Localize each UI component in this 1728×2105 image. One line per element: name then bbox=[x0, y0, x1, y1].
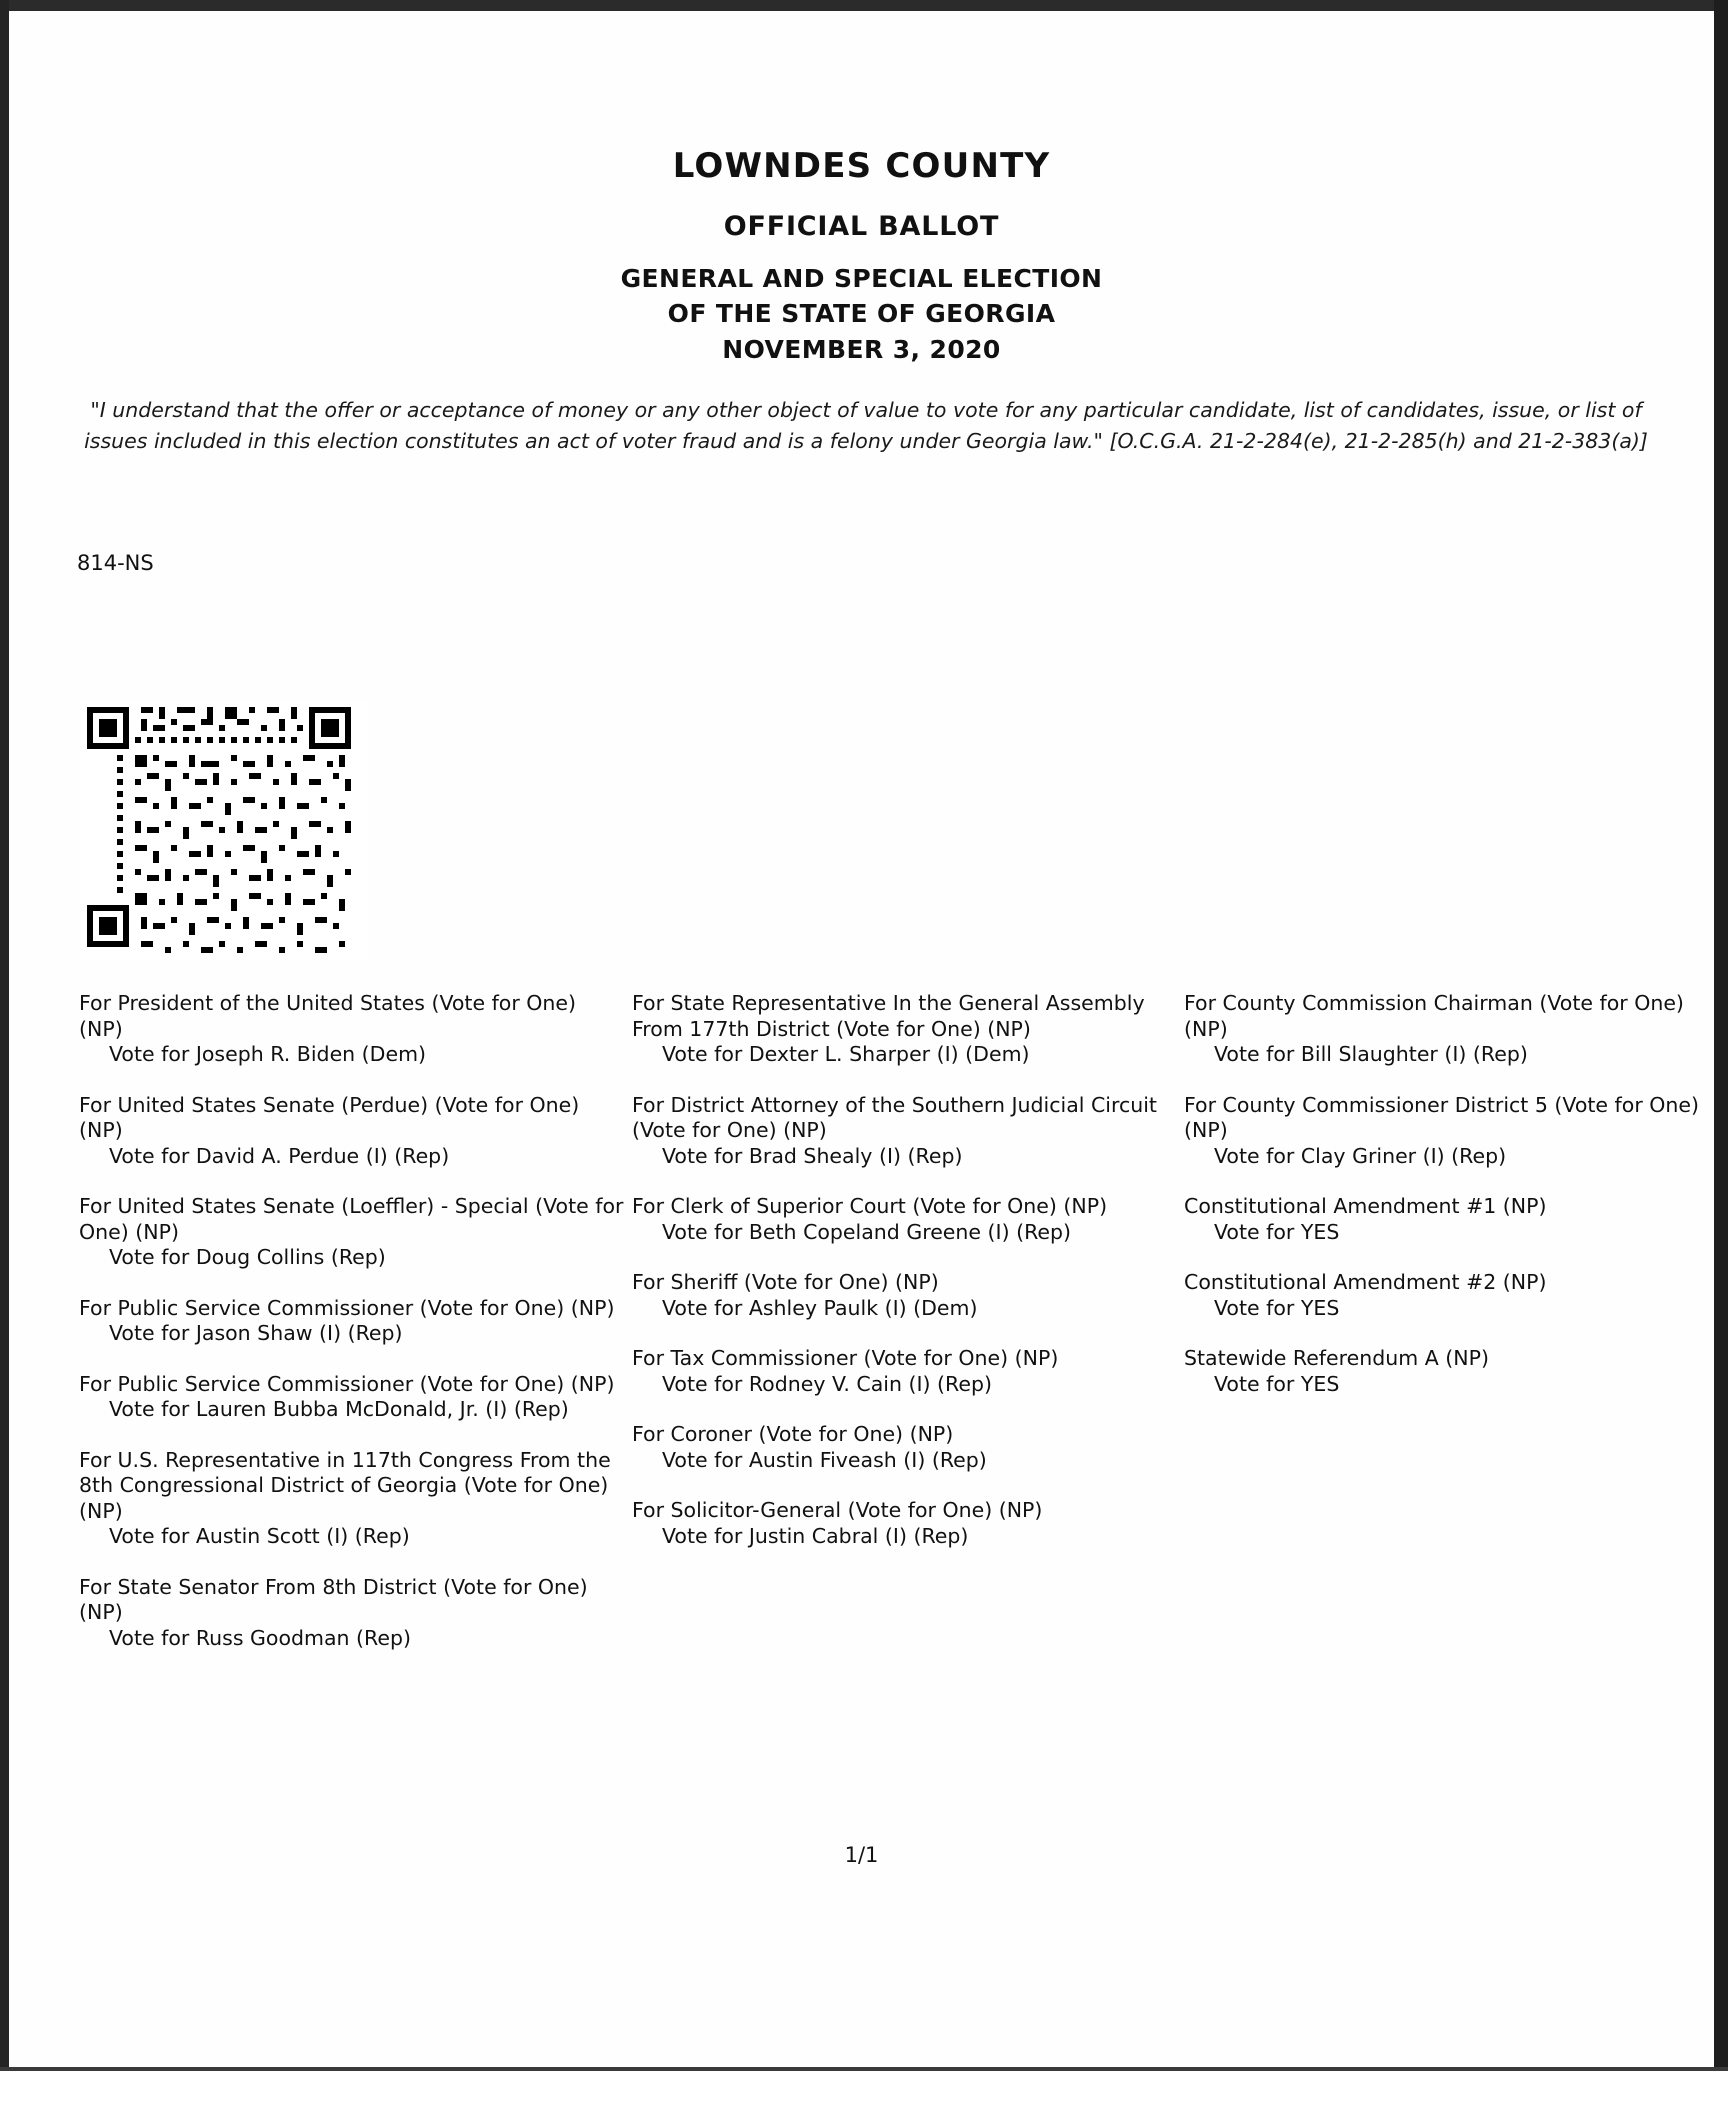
scan-edge-left bbox=[0, 0, 9, 2105]
contest-state-representative-177th bbox=[632, 991, 1182, 1068]
contest-title: For Solicitor-General (Vote for One) (NP) bbox=[632, 1498, 1043, 1522]
contest-column-1 bbox=[79, 991, 624, 1676]
contest-tax-commissioner bbox=[632, 1346, 1182, 1397]
contest-title: Constitutional Amendment #2 (NP) bbox=[1184, 1270, 1547, 1294]
ballot-county-title: LOWNDES COUNTY bbox=[672, 146, 1051, 186]
contest-choice: Vote for Austin Scott (I) (Rep) bbox=[109, 1524, 410, 1548]
contest-choice: Vote for Bill Slaughter (I) (Rep) bbox=[1214, 1042, 1528, 1066]
contest-columns bbox=[79, 991, 1700, 1791]
contest-title: For Tax Commissioner (Vote for One) (NP) bbox=[632, 1346, 1059, 1370]
contest-title: For United States Senate (Perdue) (Vote for One) (NP) bbox=[79, 1092, 580, 1142]
scan-edge-right bbox=[1714, 0, 1728, 2105]
contest-constitutional-amendment-2 bbox=[1184, 1270, 1709, 1321]
contest-choice: Vote for Justin Cabral (I) (Rep) bbox=[662, 1523, 969, 1548]
contest-statewide-referendum-a bbox=[1184, 1346, 1709, 1397]
contest-choice: Vote for Rodney V. Cain (I) (Rep) bbox=[662, 1371, 992, 1396]
contest-clerk-of-superior-court bbox=[632, 1194, 1182, 1245]
contest-title: For United States Senate (Loeffler) - Special (Vote for One) (NP) bbox=[79, 1194, 624, 1244]
scan-edge-top bbox=[0, 0, 1728, 11]
contest-choice: Vote for Beth Copeland Greene (I) (Rep) bbox=[662, 1219, 1072, 1244]
scan-edge-bottom bbox=[0, 2067, 1728, 2105]
ballot-sheet bbox=[9, 11, 1714, 2071]
contest-us-representative-8th bbox=[79, 1448, 624, 1550]
contest-choice: Vote for David A. Perdue (I) (Rep) bbox=[109, 1143, 450, 1168]
contest-title: For Sheriff (Vote for One) (NP) bbox=[632, 1270, 939, 1294]
contest-solicitor-general bbox=[632, 1498, 1182, 1549]
contest-title: Constitutional Amendment #1 (NP) bbox=[1184, 1194, 1547, 1218]
contest-public-service-commissioner-2 bbox=[79, 1372, 624, 1423]
contest-column-3 bbox=[1184, 991, 1709, 1422]
contest-choice: Vote for Jason Shaw (I) (Rep) bbox=[109, 1321, 403, 1345]
contest-title: For Clerk of Superior Court (Vote for One) (NP) bbox=[632, 1194, 1108, 1218]
contest-choice: Vote for YES bbox=[1214, 1371, 1340, 1396]
contest-title: For Public Service Commissioner (Vote for One) (NP) bbox=[79, 1295, 615, 1320]
contest-column-2 bbox=[632, 991, 1182, 1574]
contest-choice: Vote for Lauren Bubba McDonald, Jr. (I) (Rep) bbox=[109, 1397, 569, 1421]
contest-choice: Vote for Russ Goodman (Rep) bbox=[109, 1625, 412, 1650]
contest-us-senate-loeffler-special bbox=[79, 1194, 624, 1271]
contest-county-commissioner-district-5 bbox=[1184, 1093, 1709, 1170]
ballot-id-code: 814-NS bbox=[77, 551, 154, 575]
qr-code bbox=[81, 701, 369, 959]
ballot-election-title: GENERAL AND SPECIAL ELECTION bbox=[620, 264, 1103, 293]
contest-title: For Coroner (Vote for One) (NP) bbox=[632, 1422, 954, 1446]
contest-sheriff bbox=[632, 1270, 1182, 1321]
ballot-date: NOVEMBER 3, 2020 bbox=[722, 335, 1001, 364]
contest-public-service-commissioner-1 bbox=[79, 1296, 624, 1347]
contest-county-commission-chairman bbox=[1184, 991, 1709, 1068]
contest-district-attorney bbox=[632, 1093, 1182, 1170]
contest-choice: Vote for Austin Fiveash (I) (Rep) bbox=[662, 1447, 987, 1472]
contest-title: For Public Service Commissioner (Vote for One) (NP) bbox=[79, 1371, 615, 1396]
contest-choice: Vote for Joseph R. Biden (Dem) bbox=[109, 1042, 427, 1066]
contest-constitutional-amendment-1 bbox=[1184, 1194, 1709, 1245]
page-number: 1/1 bbox=[844, 1843, 879, 1867]
contest-choice: Vote for Clay Griner (I) (Rep) bbox=[1214, 1143, 1507, 1168]
ballot-official-title: OFFICIAL BALLOT bbox=[723, 211, 1000, 242]
contest-choice: Vote for YES bbox=[1214, 1219, 1340, 1244]
voter-fraud-statement: "I understand that the offer or acceptance of money or any other object of value to vote for any particular candidate, list of candidates, issue, or list of issues included in this election constitutes an act of voter fraud and is a felony under Georgia law." [O.C.G.A. 21-2-284(e), 21-2-285(h) and 21-2-383(a)] bbox=[84, 398, 1648, 453]
contest-president bbox=[79, 991, 624, 1068]
contest-title: For State Representative In the General Assembly From 177th District (Vote for One) (NP) bbox=[632, 991, 1145, 1041]
contest-us-senate-perdue bbox=[79, 1093, 624, 1170]
contest-state-senator-8th bbox=[79, 1575, 624, 1652]
contest-choice: Vote for Doug Collins (Rep) bbox=[109, 1245, 386, 1269]
contest-title: For District Attorney of the Southern Judicial Circuit (Vote for One) (NP) bbox=[632, 1092, 1157, 1142]
contest-title: For County Commission Chairman (Vote for One) (NP) bbox=[1184, 991, 1684, 1041]
contest-choice: Vote for YES bbox=[1214, 1295, 1340, 1320]
ballot-state-line: OF THE STATE OF GEORGIA bbox=[667, 299, 1056, 328]
contest-title: For State Senator From 8th District (Vote for One) (NP) bbox=[79, 1574, 588, 1624]
contest-title: For U.S. Representative in 117th Congress From the 8th Congressional District of Georgia (Vote for One) (NP) bbox=[79, 1447, 611, 1523]
contest-title: Statewide Referendum A (NP) bbox=[1184, 1346, 1489, 1370]
contest-title: For President of the United States (Vote for One) (NP) bbox=[79, 991, 577, 1041]
contest-title: For County Commissioner District 5 (Vote for One) (NP) bbox=[1184, 1092, 1700, 1142]
contest-coroner bbox=[632, 1422, 1182, 1473]
contest-choice: Vote for Brad Shealy (I) (Rep) bbox=[662, 1143, 963, 1168]
contest-choice: Vote for Dexter L. Sharper (I) (Dem) bbox=[662, 1042, 1030, 1066]
contest-choice: Vote for Ashley Paulk (I) (Dem) bbox=[662, 1295, 978, 1320]
